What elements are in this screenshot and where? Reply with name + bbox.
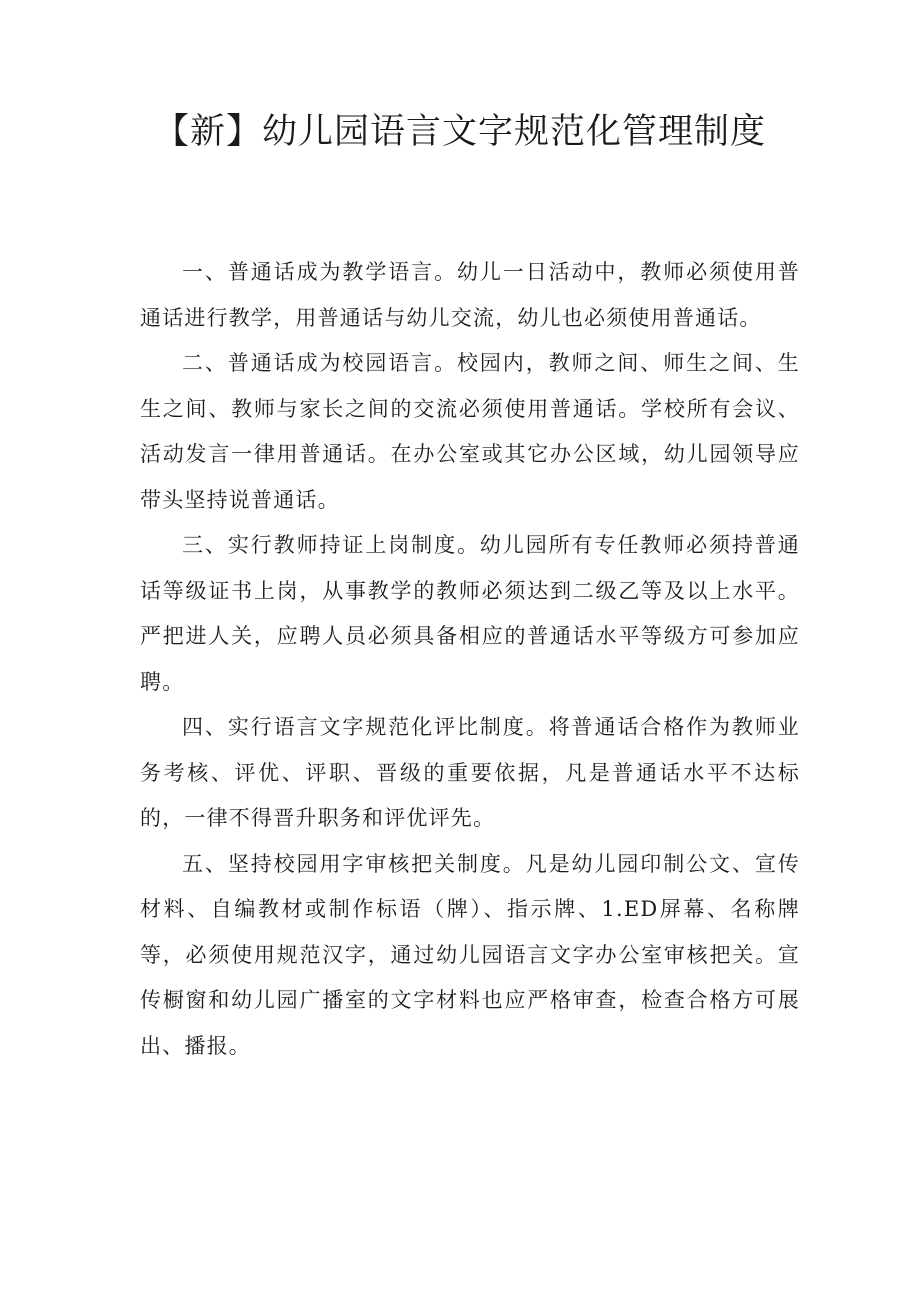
paragraph-4: 四、实行语言文字规范化评比制度。将普通话合格作为教师业务考核、评优、评职、晋级的重要依据，凡是普通话水平不达标的，一律不得晋升职务和评优评先。 [140, 715, 800, 830]
paragraph-2: 二、普通话成为校园语言。校园内，教师之间、师生之间、生生之间、教师与家长之间的交流必须使用普通话。学校所有会议、活动发言一律用普通话。在办公室或其它办公区域，幼儿园领导应带头坚持说普通话。 [140, 351, 800, 512]
document-title: 【新】幼儿园语言文字规范化管理制度 [153, 112, 766, 152]
document-body [140, 250, 800, 1069]
paragraph-1: 一、普通话成为教学语言。幼儿一日活动中，教师必须使用普通话进行教学，用普通话与幼儿交流，幼儿也必须使用普通话。 [140, 260, 800, 330]
paragraph-3: 三、实行教师持证上岗制度。幼儿园所有专任教师必须持普通话等级证书上岗，从事教学的教师必须达到二级乙等及以上水平。严把进人关，应聘人员必须具备相应的普通话水平等级方可参加应聘。 [140, 533, 800, 694]
paragraph-5: 五、坚持校园用字审核把关制度。凡是幼儿园印制公文、宣传材料、自编教材或制作标语（牌）、指示牌、1.ED屏幕、名称牌等，必须使用规范汉字，通过幼儿园语言文字办公室审核把关。宣传橱窗和幼儿园广播室的文字材料也应严格审查，检查合格方可展出、播报。 [140, 851, 800, 1058]
